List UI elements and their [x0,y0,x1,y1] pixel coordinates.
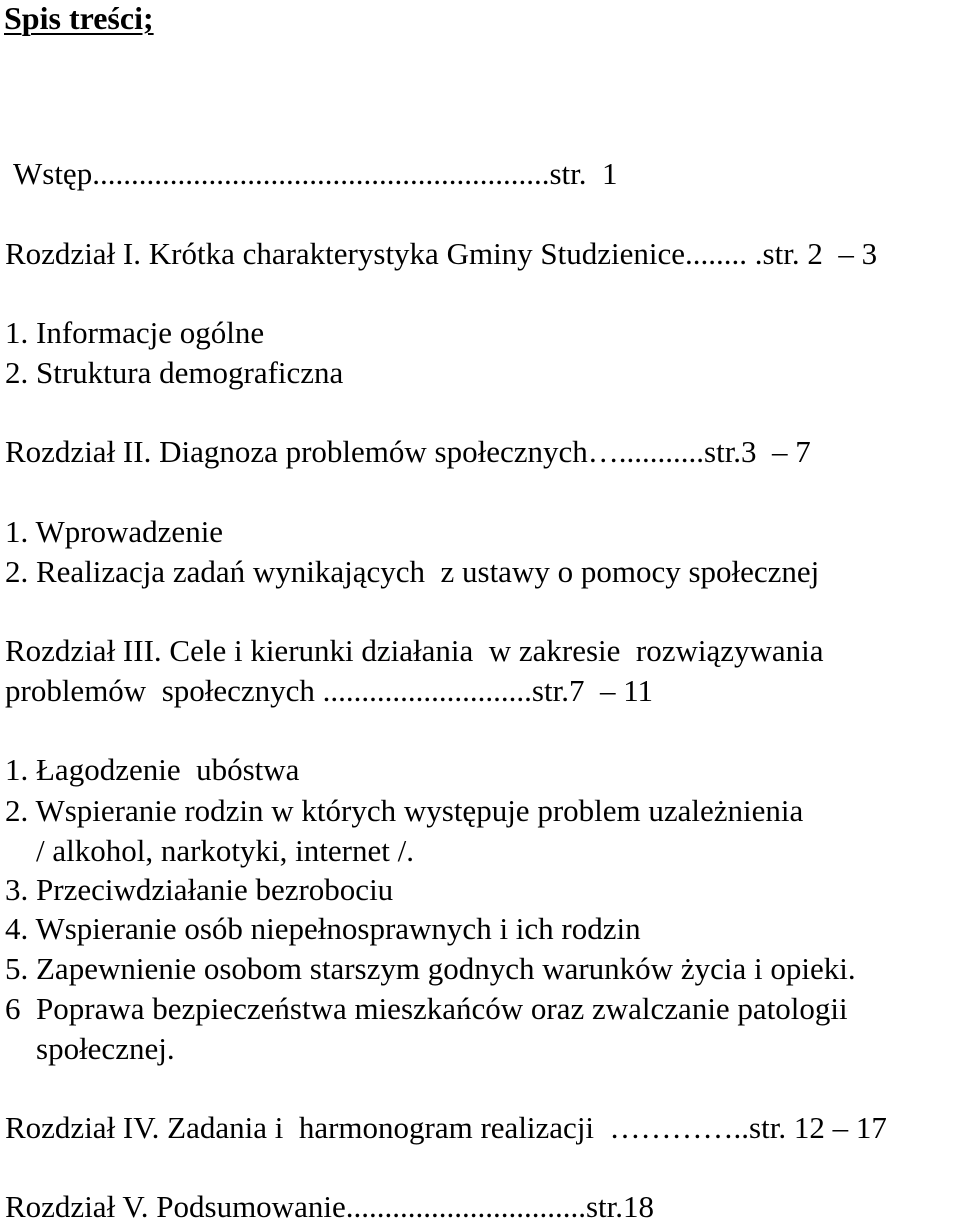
toc-entry-chapter-3-cont: problemów społecznych ...........................str.7 – 11 [5,673,654,708]
toc-entry-chapter-5: Rozdział V. Podsumowanie...............................str.18 [5,1189,654,1224]
toc-subentry-3-4: 4. Wspieranie osób niepełnosprawnych i ich rodzin [5,911,641,946]
toc-subentry-3-2: 2. Wspieranie rodzin w których występuje problem uzależnienia [5,793,804,828]
toc-subentry-3-3: 3. Przeciwdziałanie bezrobociu [5,872,394,907]
toc-entry-chapter-4: Rozdział IV. Zadania i harmonogram realizacji …………..str. 12 – 17 [5,1110,887,1145]
toc-subentry-2-1: 1. Wprowadzenie [5,514,224,549]
toc-subentry-3-6-cont: społecznej. [5,1031,175,1066]
toc-entry-chapter-2: Rozdział II. Diagnoza problemów społecznych…...........str.3 – 7 [5,434,811,469]
toc-subentry-2-2: 2. Realizacja zadań wynikających z ustawy o pomocy społecznej [5,554,820,589]
toc-entry-introduction: Wstęp...........................................................str. 1 [13,156,618,191]
toc-subentry-3-2-cont: / alkohol, narkotyki, internet /. [5,833,414,868]
toc-entry-chapter-1: Rozdział I. Krótka charakterystyka Gminy Studzienice........ .str. 2 – 3 [5,236,878,271]
toc-entry-chapter-3: Rozdział III. Cele i kierunki działania w zakresie rozwiązywania [5,633,824,668]
toc-subentry-1-1: 1. Informacje ogólne [5,315,265,350]
page-title: Spis treści; [4,0,154,36]
toc-subentry-3-1: 1. Łagodzenie ubóstwa [5,752,300,787]
toc-subentry-3-6: 6 Poprawa bezpieczeństwa mieszkańców oraz zwalczanie patologii [5,991,848,1026]
toc-subentry-1-2: 2. Struktura demograficzna [5,355,344,390]
toc-subentry-3-5: 5. Zapewnienie osobom starszym godnych warunków życia i opieki. [5,951,856,986]
